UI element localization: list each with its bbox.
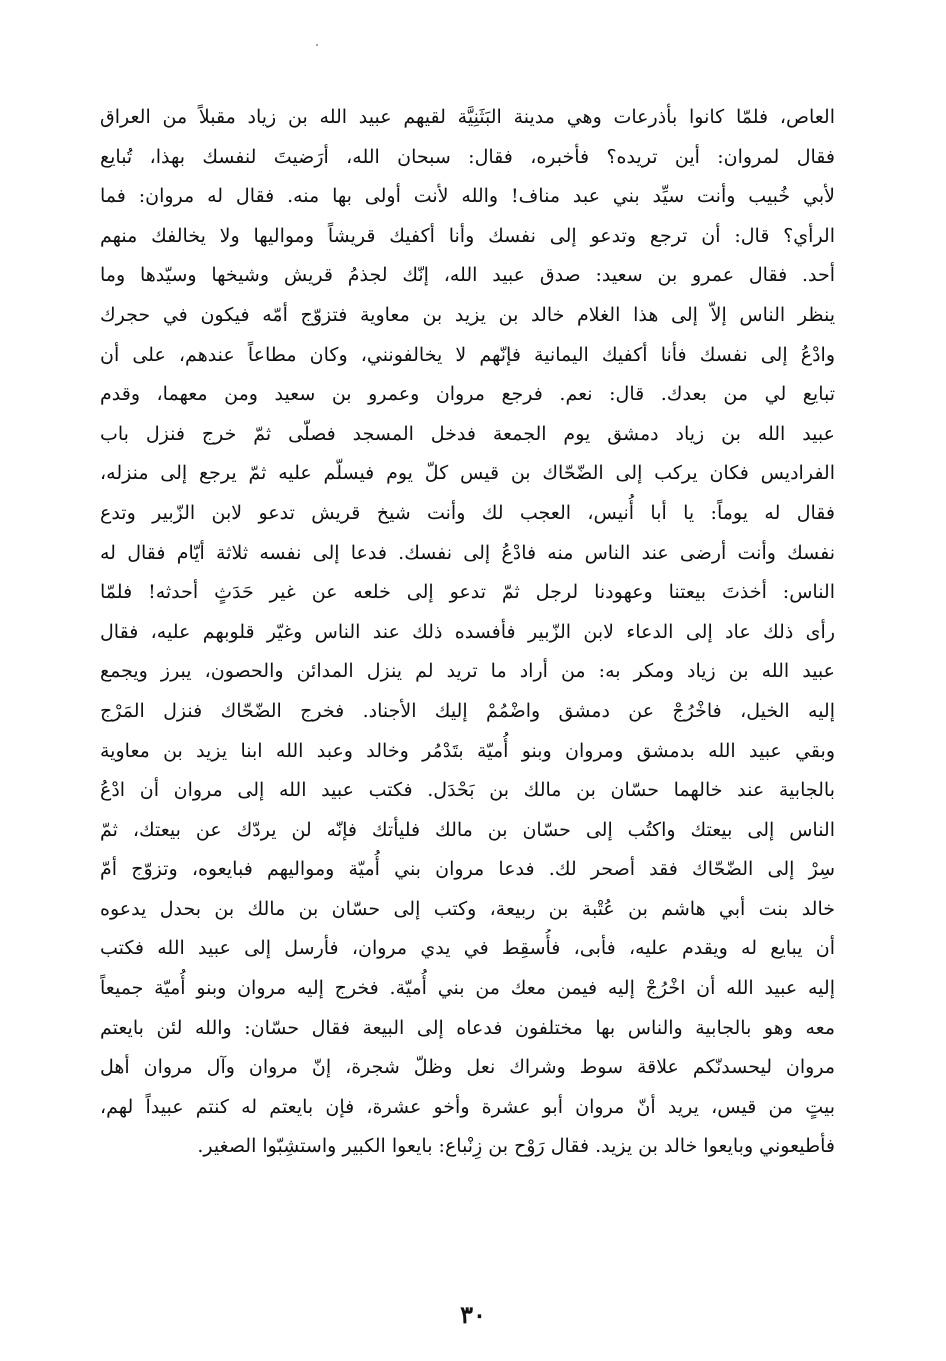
text-line-17: وبقي عبيد الله بدمشق ومروان وبنو أُميّة بتَدْمُر وخالد وعبد الله ابنا يزيد بن معاوية bbox=[100, 739, 835, 762]
text-line-21: خالد بنت أبي هاشم بن عُتْبة بن ربيعة، وكتب إلى حسّان بن مالك بن بحدل يدعوه bbox=[100, 897, 835, 920]
text-line-23: إليه عبيد الله أن اخْرُجْ إليه فيمن معك من بني أُميّة. فخرج إليه مروان وبنو أُميّة جميعاً bbox=[100, 977, 835, 1000]
text-line-4: الرأي؟ قال: أن ترجع وتدعو إلى نفسك وأنا أكفيك قريشاً ومواليها ولا يخالفك منهم bbox=[100, 224, 835, 247]
text-line-25: مروان ليحسدنّكم علاقة سوط وشراك نعل وظلّ شجرة، إنّ مروان وآل مروان أهل bbox=[100, 1056, 835, 1079]
text-line-19: الناس إلى بيعتك واكتُب إلى حسّان بن مالك فليأتك فإنّه لن يردّك عن بيعتك، ثمّ bbox=[100, 818, 835, 841]
text-line-11: فقال له يوماً: يا أبا أُنيس، العجب لك وأنت شيخ قريش تدعو لابن الزّبير وتدع bbox=[100, 501, 835, 524]
text-line-27: فأطيعوني وبايعوا خالد بن يزيد. فقال رَوْح بن زِنْباع: بايعوا الكبير واستشِبّوا الصغير. bbox=[197, 1135, 835, 1158]
text-line-1: العاص، فلمّا كانوا بأذرعات وهي مدينة البَثَنِيَّة لقيهم عبيد الله بن زياد مقبلاً من العراق bbox=[100, 106, 835, 128]
text-line-16: إليه الخيل، فاخْرُجْ عن دمشق واضْمُمْ إليك الأجناد. فخرج الضّحّاك فنزل المَرْج bbox=[100, 699, 835, 722]
text-line-3: لأبي خُبيب وأنت سيِّد بني عبد مناف! والله لأنت أولى بها منه. فقال له مروان: فما bbox=[100, 185, 835, 208]
text-line-6: ينظر الناس إلاّ إلى هذا الغلام خالد بن يزيد بن معاوية فتزوّج أمّه فيكون في حجرك bbox=[100, 303, 835, 326]
text-line-5: أحد. فقال عمرو بن سعيد: صدق عبيد الله، إنّك لجذمُ قريش وشيخها وسيّدها وما bbox=[100, 264, 835, 287]
text-line-18: بالجابية عند خالهما حسّان بن مالك بن بَحْدَل. فكتب عبيد الله إلى مروان أن ادْعُ bbox=[100, 779, 835, 802]
text-line-26: بيتٍ من قيس، يريد أنّ مروان أبو عشرة وأخو عشرة، فإن بايعتم له كنتم عبيداً لهم، bbox=[100, 1095, 835, 1118]
text-line-14: رأى ذلك عاد إلى الدعاء لابن الزّبير فأفسده ذلك عند الناس وغيّر قلوبهم عليه، فقال bbox=[100, 620, 835, 643]
text-line-24: معه وهو بالجابية والناس بها مختلفون فدعاه إلى البيعة فقال حسّان: والله لئن بايعتم bbox=[100, 1016, 835, 1039]
text-line-20: سِرْ إلى الضّحّاك فقد أصحر لك. فدعا مروان بني أُميّة ومواليهم فبايعوه، وتزوّج أمّ bbox=[100, 858, 835, 881]
page-number: ٣٠ bbox=[460, 1300, 486, 1329]
text-line-2: فقال لمروان: أين تريده؟ فأخبره، فقال: سبحان الله، أرَضيتَ لنفسك بهذا، تُبايع bbox=[100, 145, 835, 168]
scan-speck bbox=[316, 44, 318, 46]
text-line-13: الناس: أخذتَ بيعتنا وعهودنا لرجل ثمّ تدعو إلى خلعه عن غير حَدَثٍ أحدثه! فلمّا bbox=[100, 581, 835, 604]
text-line-15: عبيد الله بن زياد ومكر به: من أراد ما تريد لم ينزل المدائن والحصون، يبرز ويجمع bbox=[100, 660, 835, 683]
text-line-8: تبايع لي من بعدك. قال: نعم. فرجع مروان وعمرو بن سعيد ومن معهما، وقدم bbox=[100, 383, 835, 406]
text-line-10: الفراديس فكان يركب إلى الضّحّاك بن قيس كلّ يوم فيسلّم عليه ثمّ يرجع إلى منزله، bbox=[100, 462, 835, 485]
text-line-9: عبيد الله بن زياد دمشق يوم الجمعة فدخل المسجد فصلّى ثمّ خرج فنزل باب bbox=[100, 422, 835, 445]
text-line-7: وادْعُ إلى نفسك فأنا أكفيك اليمانية فإنّهم لا يخالفونني، وكان مطاعاً عندهم، على أن bbox=[100, 343, 835, 366]
body-text bbox=[100, 98, 835, 1167]
text-line-12: نفسك وأنت أرضى عند الناس منه فادْعُ إلى نفسك. فدعا إلى نفسه ثلاثة أيّام فقال له bbox=[100, 541, 835, 564]
text-line-22: أن يبايع له ويقدم عليه، فأبى، فأُسقِط في يدي مروان، فأرسل إلى عبيد الله فكتب bbox=[100, 937, 835, 960]
